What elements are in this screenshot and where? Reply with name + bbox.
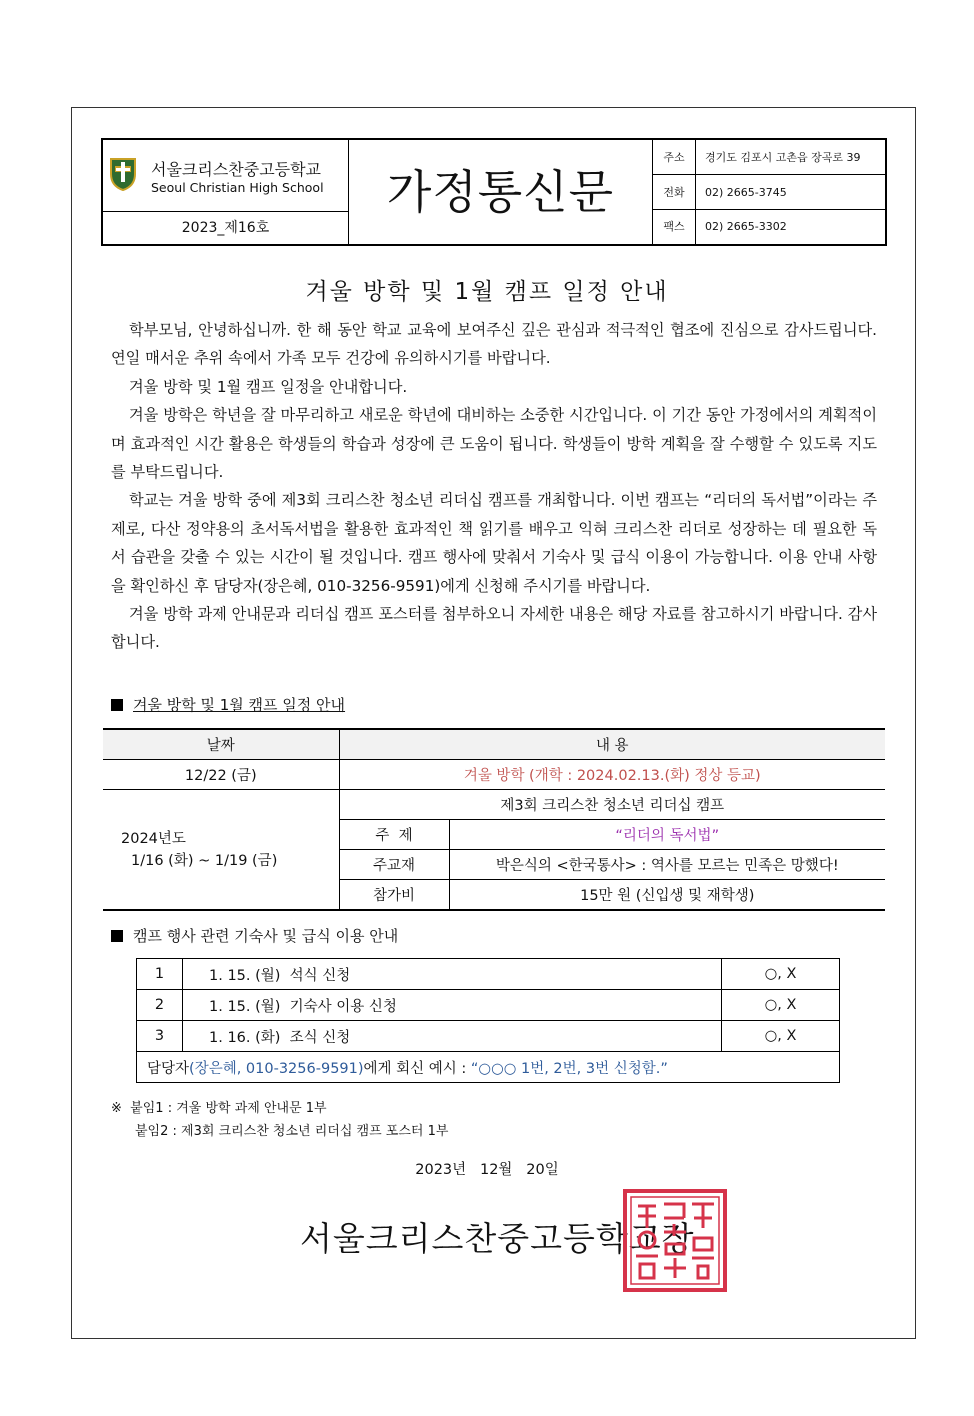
paragraph: 겨울 방학 및 1월 캠프 일정을 안내합니다. — [129, 377, 408, 396]
row-number: 3 — [137, 1021, 183, 1052]
row-content: 겨울 방학 (개학 : 2024.02.13.(화) 정상 등교) — [339, 760, 885, 790]
row-date: 12/22 (금) — [103, 760, 339, 790]
paragraph: 겨울 방학은 학년을 잘 마무리하고 새로운 학년에 대비하는 소중한 시간입니다. 이 기간 동안 가정에서의 계획적이며 효과적인 시간 활용은 학생들의 학습과 성장에 큰 도움이 됩니다. 학생들이 방학 계획을 잘 수행할 수 있도록 지도를 부탁드립니다. — [111, 406, 877, 482]
camp-row-value: 15만 원 (신입생 및 재학생) — [449, 880, 885, 911]
table-row — [103, 790, 885, 820]
body-text — [111, 316, 877, 657]
row-choice: ○, X — [722, 1021, 840, 1052]
table-row — [103, 760, 885, 790]
camp-row-value: 박은식의 <한국통사> : 역사를 모르는 민족은 망했다! — [449, 850, 885, 880]
issue-date: 2023년 12월 20일 — [415, 1162, 559, 1178]
square-bullet-icon — [111, 699, 123, 711]
info-label: 팩스 — [653, 210, 696, 244]
dorm-meal-table — [136, 958, 840, 1083]
camp-row-label: 주교재 — [339, 850, 449, 880]
newsletter-header — [101, 138, 887, 246]
newsletter-title: 가정통신문 — [349, 140, 653, 244]
school-emblem-icon — [109, 156, 137, 192]
camp-date-cell — [103, 790, 339, 911]
school-name-ko: 서울크리스찬중고등학교 — [151, 160, 322, 179]
camp-row-value: “리더의 독서법” — [449, 820, 885, 850]
signer-name: 서울크리스찬중고등학교장 — [300, 1219, 695, 1258]
section-heading-schedule: 겨울 방학 및 1월 캠프 일정 안내 — [111, 694, 345, 715]
info-row-address — [653, 140, 885, 175]
row-choice: ○, X — [722, 990, 840, 1021]
contact-note: 담당자(장은혜, 010-3256-9591)에게 회신 예시 : “○○○ 1번, 2번, 3번 신청함.” — [137, 1052, 840, 1083]
official-seal-icon — [622, 1188, 728, 1293]
row-number: 2 — [137, 990, 183, 1021]
col-content-header: 내 용 — [339, 729, 885, 760]
info-value: 02) 2665-3745 — [705, 186, 787, 199]
table-row — [137, 959, 840, 990]
paragraph: 겨울 방학 과제 안내문과 리더십 캠프 포스터를 첨부하오니 자세한 내용은 해당 자료를 참고하시기 바랍니다. 감사합니다. — [111, 605, 877, 652]
info-value: 경기도 김포시 고촌읍 장곡로 39 — [705, 151, 861, 164]
paragraph: 학교는 겨울 방학 중에 제3회 크리스찬 청소년 리더십 캠프를 개최합니다. 이번 캠프는 “리더의 독서법”이라는 주제로, 다산 정약용의 초서독서법을 활용한 효과적인 책 읽기를 배우고 익혀 크리스찬 리더로 성장하는 데 필요한 독서 습관을 갖출 수 있는 시간이 될 것입니다. 캠프 행사에 맞춰서 기숙사 및 급식 이용이 가능합니다. 이용 안내 사항을 확인하신 후 담당자(장은혜, 010-3256-9591)에게 신청해 주시기를 바랍니다. — [111, 491, 877, 595]
info-row-fax — [653, 210, 885, 244]
camp-name: 제3회 크리스찬 청소년 리더십 캠프 — [339, 790, 885, 820]
table-header-row — [103, 729, 885, 760]
school-logo-cell — [103, 140, 349, 212]
row-item: 1. 15. (월) 기숙사 이용 신청 — [183, 990, 722, 1021]
attachment-2: 붙임2 : 제3회 크리스찬 청소년 리더십 캠프 포스터 1부 — [135, 1124, 449, 1139]
info-label: 주소 — [653, 140, 696, 174]
issue-number: 2023_제16호 — [103, 212, 349, 244]
document-title: 겨울 방학 및 1월 캠프 일정 안내 — [305, 279, 669, 305]
reference-mark: ※ — [111, 1101, 122, 1116]
row-item: 1. 15. (월) 석식 신청 — [183, 959, 722, 990]
info-value: 02) 2665-3302 — [705, 220, 787, 233]
info-row-phone — [653, 175, 885, 210]
camp-row-label: 참가비 — [339, 880, 449, 911]
row-item: 1. 16. (화) 조식 신청 — [183, 1021, 722, 1052]
table-row — [137, 990, 840, 1021]
info-label: 전화 — [653, 175, 696, 209]
row-number: 1 — [137, 959, 183, 990]
camp-year: 2024년도 — [121, 830, 186, 847]
camp-date-range: 1/16 (화) ~ 1/19 (금) — [131, 852, 278, 869]
schedule-table — [103, 728, 885, 911]
table-row-contact — [137, 1052, 840, 1083]
row-choice: ○, X — [722, 959, 840, 990]
camp-row-label: 주 제 — [339, 820, 449, 850]
paragraph: 학부모님, 안녕하십니까. 한 해 동안 학교 교육에 보여주신 깊은 관심과 적극적인 협조에 진심으로 감사드립니다. 연일 매서운 추위 속에서 가족 모두 건강에 유의하시기를 바랍니다. — [111, 321, 877, 368]
section-heading-dorm: 캠프 행사 관련 기숙사 및 급식 이용 안내 — [111, 925, 398, 946]
table-row — [137, 1021, 840, 1052]
attachment-1: ※ 붙임1 : 겨울 방학 과제 안내문 1부 — [111, 1101, 327, 1116]
school-name-en: Seoul Christian High School — [151, 180, 324, 195]
square-bullet-icon — [111, 930, 123, 942]
col-date-header: 날짜 — [103, 729, 339, 760]
